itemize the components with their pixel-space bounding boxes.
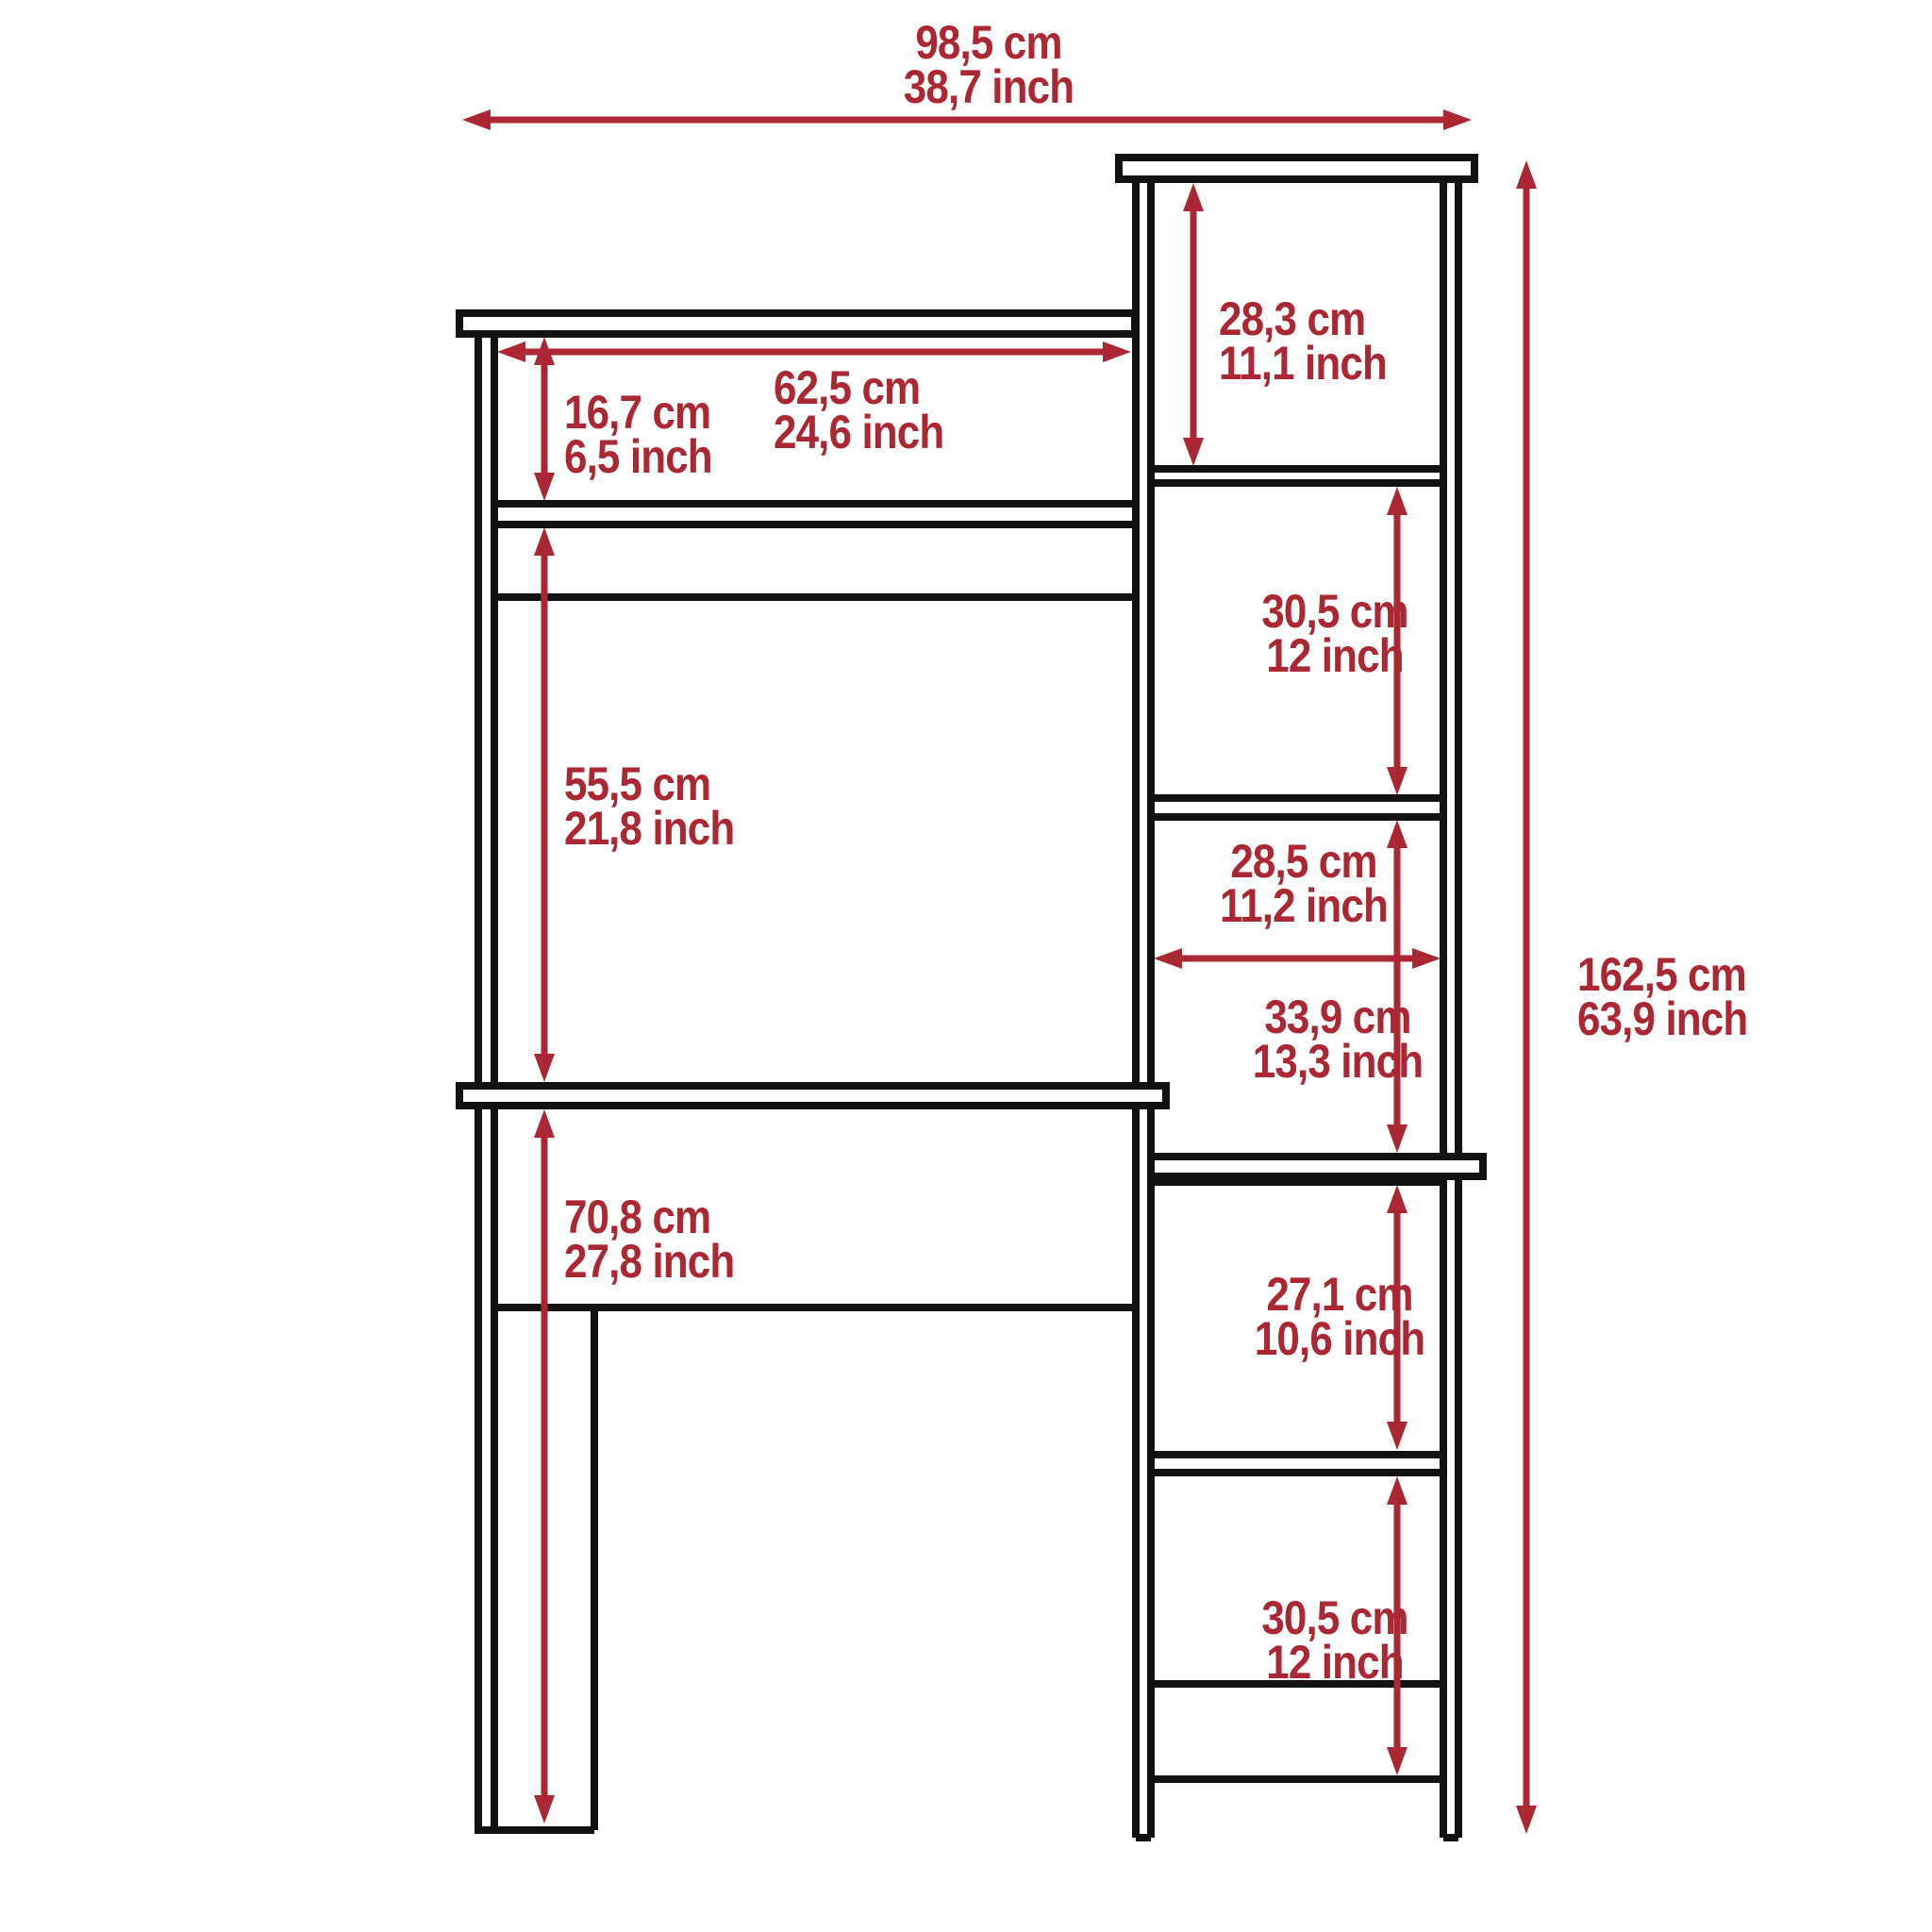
tower-width-arrow-head-end [1412, 948, 1441, 969]
label-hutch-width [774, 361, 944, 458]
hutch-open-arrow-head-end [534, 1054, 555, 1082]
hutch-width-cm: 62,5 cm [774, 361, 921, 414]
tower-c4-inch: 10,6 inch [1254, 1312, 1425, 1365]
label-overall-width [864, 16, 1113, 113]
hutch-width-arrow-head-start [497, 341, 525, 362]
label-hutch-open-height [564, 758, 735, 855]
tower-c4-arrow-head-start [1387, 1185, 1407, 1213]
hutch-open-arrow-head-start [534, 527, 555, 556]
hutch-top-inch: 6,5 inch [564, 430, 712, 483]
label-tower-compartment-2 [1210, 585, 1459, 682]
tower-width-cm: 28,5 cm [1230, 835, 1377, 888]
tower-c1-inch: 11,1 inch [1219, 337, 1387, 390]
tower-c2-arrow-head-end [1387, 767, 1407, 795]
hutch-width-arrow-head-end [1103, 341, 1131, 362]
tower-c4-cm: 27,1 cm [1266, 1268, 1413, 1321]
label-desk-height [564, 1191, 735, 1288]
hutch-top-arrow-head-end [534, 473, 555, 501]
tower-c2-inch: 12 inch [1266, 629, 1404, 682]
tower-c3-arrow-head-end [1387, 1124, 1407, 1153]
hutch-width-inch: 24,6 inch [774, 406, 944, 458]
hutch-top-panel [459, 313, 1135, 334]
hutch-open-cm: 55,5 cm [564, 758, 711, 810]
desk-surface-panel [459, 1086, 1166, 1106]
label-tower-compartment-4 [1215, 1268, 1464, 1365]
overall-height-arrow-head-start [1516, 160, 1537, 189]
tower-c1-arrow-head-end [1183, 438, 1204, 466]
tower-c1-arrow-head-start [1183, 183, 1204, 211]
desk-height-cm: 70,8 cm [564, 1191, 711, 1243]
tower-width-inch: 11,2 inch [1220, 879, 1388, 932]
overall-width-arrow-head-end [1443, 109, 1472, 130]
tower-c3-inch: 13,3 inch [1252, 1035, 1424, 1088]
overall-width-cm: 98,5 cm [915, 16, 1062, 69]
label-tower-width [1179, 835, 1428, 932]
label-hutch-top-height [564, 386, 712, 483]
tower-c5-arrow-head-end [1387, 1747, 1407, 1775]
overall-width-arrow-head-start [462, 109, 491, 130]
desk-height-arrow-head-end [534, 1795, 555, 1824]
label-tower-compartment-1 [1219, 292, 1387, 390]
hutch-top-cm: 16,7 cm [564, 386, 711, 439]
desk-height-inch: 27,8 inch [564, 1235, 735, 1288]
overall-height-cm: 162,5 cm [1577, 948, 1746, 1001]
desk-height-arrow-head-start [534, 1109, 555, 1138]
overall-width-inch: 38,7 inch [903, 60, 1074, 113]
tower-c2-cm: 30,5 cm [1261, 585, 1408, 638]
overall-height-arrow-head-end [1516, 1806, 1537, 1834]
label-tower-compartment-3 [1213, 991, 1462, 1088]
overall-height-inch: 63,9 inch [1577, 992, 1748, 1045]
label-overall-height [1577, 948, 1748, 1045]
tower-width-arrow-head-start [1154, 948, 1182, 969]
hutch-open-inch: 21,8 inch [564, 802, 735, 855]
tower-c5-cm: 30,5 cm [1261, 1591, 1408, 1644]
tower-c5-arrow-head-start [1387, 1476, 1407, 1505]
tower-protruding-shelf [1151, 1157, 1483, 1176]
tower-top-panel [1119, 158, 1474, 179]
tower-c3-cm: 33,9 cm [1264, 991, 1411, 1043]
tower-c5-inch: 12 inch [1266, 1636, 1404, 1689]
tower-c2-arrow-head-start [1387, 487, 1407, 515]
tower-c4-arrow-head-end [1387, 1422, 1407, 1450]
tower-c1-cm: 28,3 cm [1219, 292, 1366, 345]
label-tower-compartment-5 [1210, 1591, 1459, 1689]
